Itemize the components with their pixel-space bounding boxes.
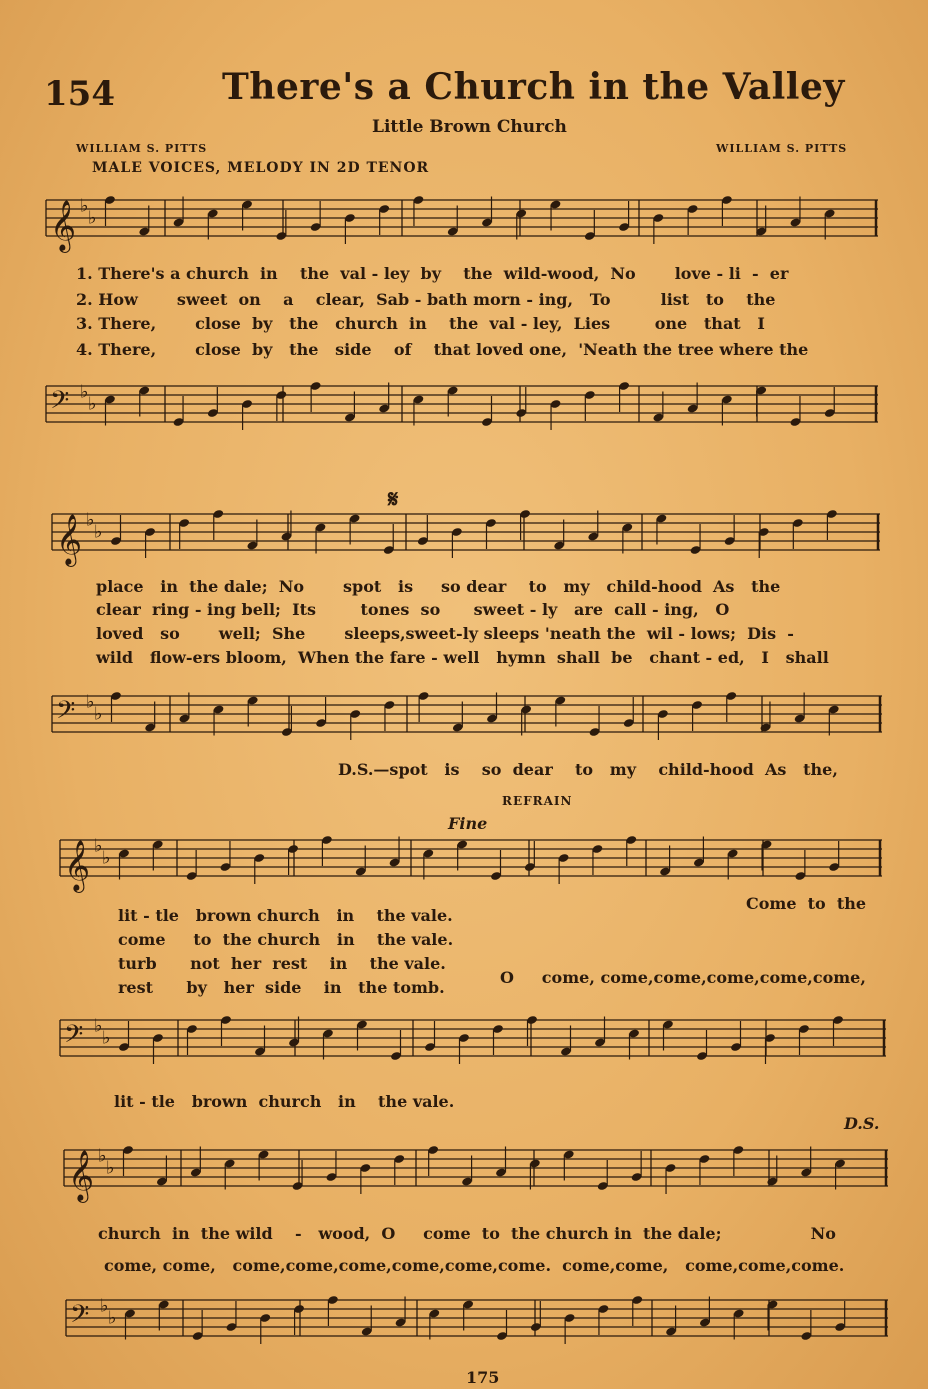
hymn-title: There's a Church in the Valley <box>222 66 845 108</box>
verse-line: place in the dale; No spot is so dear to my child-hood As the <box>96 577 781 596</box>
flat-icon: ♭ <box>80 381 89 403</box>
ds-marking: D.S. <box>844 1114 880 1133</box>
flat-icon: ♭ <box>102 1027 111 1049</box>
bass-clef-icon: 𝄢 <box>70 1300 90 1335</box>
bass-staff-1 <box>46 378 878 434</box>
flat-icon: ♭ <box>102 847 111 869</box>
treble-clef-icon: 𝄞 <box>50 200 77 251</box>
refrain-lyric-tenor: church in the wild - wood, O come to the church in the dale; No <box>98 1224 836 1243</box>
flat-icon: ♭ <box>88 207 97 229</box>
treble-staff-2 <box>52 506 880 565</box>
voicing-note: MALE VOICES, MELODY IN 2D TENOR <box>92 160 430 176</box>
bass-clef-icon: 𝄢 <box>56 696 76 731</box>
verse-line: 1. There's a church in the val - ley by the wild-wood, No love - li - er <box>76 264 789 283</box>
treble-clef-icon: 𝄞 <box>56 514 83 565</box>
flat-icon: ♭ <box>94 1015 103 1037</box>
bass-lyric-line: lit - tle brown church in the vale. <box>114 1092 455 1111</box>
ds-lyric-line: D.S.—spot is so dear to my child-hood As the, <box>338 760 838 779</box>
treble-staff-3 <box>60 832 882 891</box>
verse-line: rest by her side in the tomb. <box>118 978 445 997</box>
verse-line: wild flow-ers bloom, When the fare - well hymn shall be chant - ed, I shall <box>96 648 829 667</box>
refrain-lyric-bass: come, come, come,come,come,come,come,come. come,come, come,come,come. <box>104 1256 845 1275</box>
verse-line: 3. There, close by the church in the val - ley, Lies one that I <box>76 314 765 333</box>
words-credit: WILLIAM S. PITTS <box>76 142 208 155</box>
bass-clef-icon: 𝄢 <box>64 1020 84 1055</box>
flat-icon: ♭ <box>100 1295 109 1317</box>
flat-icon: ♭ <box>108 1307 117 1329</box>
fine-marking: Fine <box>448 814 488 833</box>
treble-staff-1 <box>46 192 878 251</box>
bass-staff-3 <box>60 1012 886 1068</box>
verse-line: 4. There, close by the side of that loved one, 'Neath the tree where the <box>76 340 809 359</box>
page-number: 175 <box>466 1368 500 1387</box>
flat-icon: ♭ <box>94 835 103 857</box>
flat-icon: ♭ <box>80 195 89 217</box>
refrain-lyric-lower: O come, come,come,come,come,come, <box>500 968 866 987</box>
verse-line: lit - tle brown church in the vale. <box>118 906 453 925</box>
verse-line: 2. How sweet on a clear, Sab - bath morn - ing, To list to the <box>76 290 776 309</box>
hymn-subtitle: Little Brown Church <box>372 117 567 137</box>
verse-line: loved so well; She sleeps,sweet-ly sleeps 'neath the wil - lows; Dis - <box>96 624 794 643</box>
flat-icon: ♭ <box>94 703 103 725</box>
verse-line: turb not her rest in the vale. <box>118 954 446 973</box>
flat-icon: ♭ <box>86 509 95 531</box>
flat-icon: ♭ <box>88 393 97 415</box>
music-credit: WILLIAM S. PITTS <box>716 142 848 155</box>
bass-staff-2 <box>52 688 882 744</box>
treble-clef-icon: 𝄞 <box>68 1150 95 1201</box>
flat-icon: ♭ <box>86 691 95 713</box>
flat-icon: ♭ <box>98 1145 107 1167</box>
refrain-lyric-upper: Come to the <box>746 894 867 913</box>
verse-line: come to the church in the vale. <box>118 930 454 949</box>
segno-sign: 𝄋 <box>388 484 399 513</box>
refrain-label: REFRAIN <box>502 794 573 808</box>
flat-icon: ♭ <box>106 1157 115 1179</box>
bass-staff-4 <box>66 1292 888 1348</box>
treble-staff-4 <box>64 1142 888 1201</box>
hymn-number: 154 <box>44 74 115 114</box>
bass-clef-icon: 𝄢 <box>50 386 70 421</box>
flat-icon: ♭ <box>94 521 103 543</box>
treble-clef-icon: 𝄞 <box>64 840 91 891</box>
verse-line: clear ring - ing bell; Its tones so sweet - ly are call - ing, O <box>96 600 730 619</box>
